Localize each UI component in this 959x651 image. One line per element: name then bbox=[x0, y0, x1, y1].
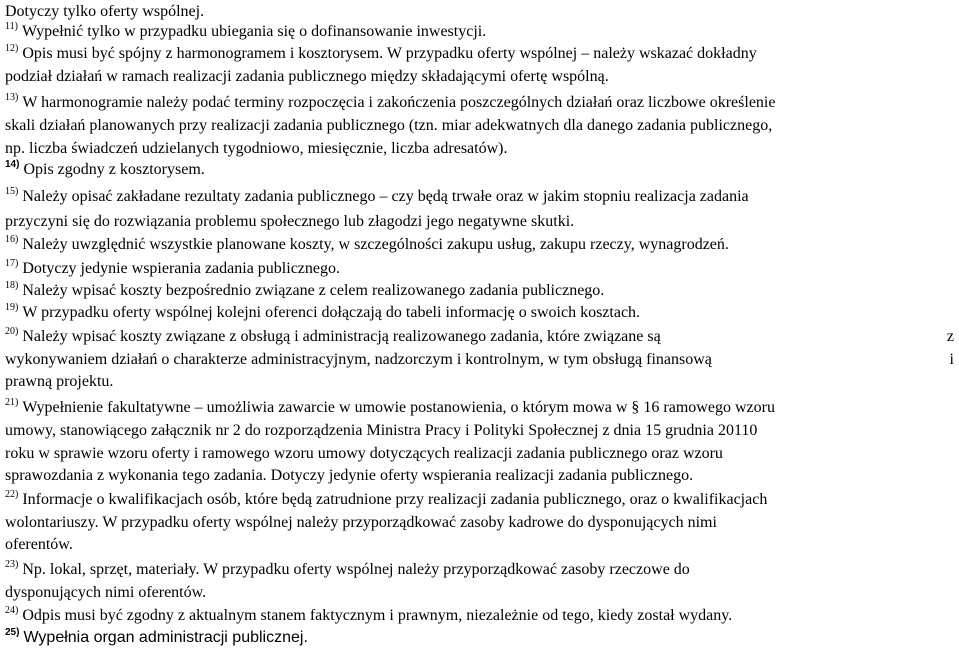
footnote-number: 13) bbox=[5, 92, 19, 103]
footnote-number: 19) bbox=[5, 302, 19, 313]
footnote-13-cont bbox=[5, 139, 507, 159]
footnote-25 bbox=[5, 628, 308, 650]
footnote-number: 14) bbox=[5, 159, 20, 170]
footnote-text: sprawozdania z wykonania tego zadania. Dotyczy jedynie oferty wspierania realizacji zadania publicznego. bbox=[5, 467, 694, 484]
footnote-number: 21) bbox=[5, 397, 19, 408]
footnote-text: z bbox=[946, 328, 954, 345]
footnote-22-cont bbox=[5, 513, 717, 533]
footnote-number: 17) bbox=[5, 258, 19, 269]
footnote-text: Odpis musi być zgodny z aktualnym stanem faktycznym i prawnym, niezależnie od tego, kiedy został wydany. bbox=[22, 607, 733, 624]
footnote-number: 15) bbox=[5, 186, 19, 197]
footnote-19 bbox=[5, 303, 640, 325]
footnote-text: Opis zgodny z kosztorysem. bbox=[23, 161, 205, 178]
footnote-21 bbox=[5, 398, 775, 420]
footnote-text: Wypełnić tylko w przypadku ubiegania się o dofinansowanie inwestycji. bbox=[21, 23, 487, 40]
footnote-number: 23) bbox=[5, 559, 19, 570]
footnote-20-cont bbox=[5, 372, 113, 392]
footnote-12-cont bbox=[5, 67, 609, 87]
footnote-16 bbox=[5, 235, 729, 257]
footnote-20 bbox=[5, 327, 954, 349]
footnote-text: Informacje o kwalifikacjach osób, które będą zatrudnione przy realizacji zadania publicznego, oraz o kwalifikacjach bbox=[22, 491, 768, 508]
footnote-number: 18) bbox=[5, 280, 19, 291]
footnote-text: dysponujących nimi oferentów. bbox=[5, 584, 207, 601]
footnote-text: Wypełnia organ administracji publicznej. bbox=[23, 629, 308, 646]
footnote-22 bbox=[5, 490, 767, 512]
footnote-number: 20) bbox=[5, 326, 19, 337]
footnote-number: 16) bbox=[5, 234, 19, 245]
footnote-text: wolontariuszy. W przypadku oferty wspólnej należy przyporządkować zasoby kadrowe do dysponujących nimi bbox=[5, 514, 717, 531]
footnote-text: W przypadku oferty wspólnej kolejni oferenci dołączają do tabeli informację o swoich kosztach. bbox=[22, 304, 641, 321]
footnote-text: wykonywaniem działań o charakterze administracyjnym, nadzorczym i kontrolnym, w tym obsługą finansową bbox=[5, 351, 712, 368]
footnote-text: Należy wpisać koszty bezpośrednio związane z celem realizowanego zadania publicznego. bbox=[22, 282, 605, 299]
footnote-number: 12) bbox=[5, 43, 19, 54]
footnote-text: Wypełnienie fakultatywne – umożliwia zawarcie w umowie postanowienia, o którym mowa w § 16 ramowego wzoru bbox=[22, 399, 775, 416]
footnote-text: roku w sprawie wzoru oferty i ramowego wzoru umowy dotyczących realizacji zadania publicznego oraz wzoru bbox=[5, 445, 723, 462]
footnote-number: 11) bbox=[5, 21, 18, 32]
footnote-text: np. liczba świadczeń udzielanych tygodniowo, miesięcznie, liczba adresatów). bbox=[5, 140, 508, 157]
footnote-17 bbox=[5, 259, 340, 281]
footnote-11 bbox=[5, 22, 486, 44]
footnote-text: Dotyczy jedynie wspierania zadania publicznego. bbox=[22, 260, 340, 277]
footnote-text: W harmonogramie należy podać terminy rozpoczęcia i zakończenia poszczególnych działań oraz liczbowe określenie bbox=[22, 94, 776, 111]
footnote-text: Należy uwzględnić wszystkie planowane koszty, w szczególności zakupu usług, zakupu rzeczy, wynagrodzeń. bbox=[22, 236, 729, 253]
footnote-number: 24) bbox=[5, 605, 19, 616]
footnote-text: Dotyczy tylko oferty wspólnej. bbox=[5, 3, 205, 20]
footnote-22-cont bbox=[5, 535, 73, 555]
footnote-text: prawną projektu. bbox=[5, 373, 114, 390]
footnote-21-cont bbox=[5, 421, 757, 441]
footnote-14 bbox=[5, 160, 205, 182]
footnote-number: 22) bbox=[5, 489, 19, 500]
footnote-text: Np. lokal, sprzęt, materiały. W przypadku oferty wspólnej należy przyporządkować zasoby rzeczowe do bbox=[22, 561, 690, 578]
footnote-text: umowy, stanowiącego załącznik nr 2 do rozporządzenia Ministra Pracy i Polityki Społecznej z dnia 15 grudnia 20110 bbox=[5, 422, 758, 439]
footnote-number: 25) bbox=[5, 627, 20, 638]
footnote-text: Należy wpisać koszty związane z obsługą i administracją realizowanego zadania, które związane są bbox=[22, 328, 661, 345]
footnote-18 bbox=[5, 281, 604, 303]
footnote-15 bbox=[5, 187, 749, 209]
footnote-12 bbox=[5, 44, 954, 66]
footnote-13 bbox=[5, 93, 775, 115]
footnote-text: przyczyni się do rozwiązania problemu społecznego lub złagodzi jego negatywne skutki. bbox=[5, 213, 575, 230]
footnote-13-cont bbox=[5, 116, 772, 136]
footnote-text: skali działań planowanych przy realizacji zadania publicznego (tzn. miar adekwatnych dla danego zadania publicznego, bbox=[5, 117, 773, 134]
footnote-15-cont bbox=[5, 212, 574, 232]
footnote-text: podział działań w ramach realizacji zadania publicznego między składającymi ofertę wspólną. bbox=[5, 68, 609, 85]
footnote-24 bbox=[5, 606, 732, 628]
footnote-text: oferentów. bbox=[5, 536, 73, 553]
footnote-23-cont bbox=[5, 583, 206, 603]
footnote-text: Należy opisać zakładane rezultaty zadania publicznego – czy będą trwałe oraz w jakim stopniu realizacja zadania bbox=[22, 188, 749, 205]
footnote-21-cont bbox=[5, 444, 723, 464]
footnote-text: Opis musi być spójny z harmonogramem i kosztorysem. W przypadku oferty wspólnej – należy wskazać dokładny bbox=[22, 45, 757, 62]
footnote-20-cont bbox=[5, 350, 954, 370]
footnote-10-tail bbox=[5, 2, 204, 22]
footnote-text: i bbox=[949, 351, 954, 368]
footnote-21-cont bbox=[5, 466, 693, 486]
footnote-23 bbox=[5, 560, 690, 582]
